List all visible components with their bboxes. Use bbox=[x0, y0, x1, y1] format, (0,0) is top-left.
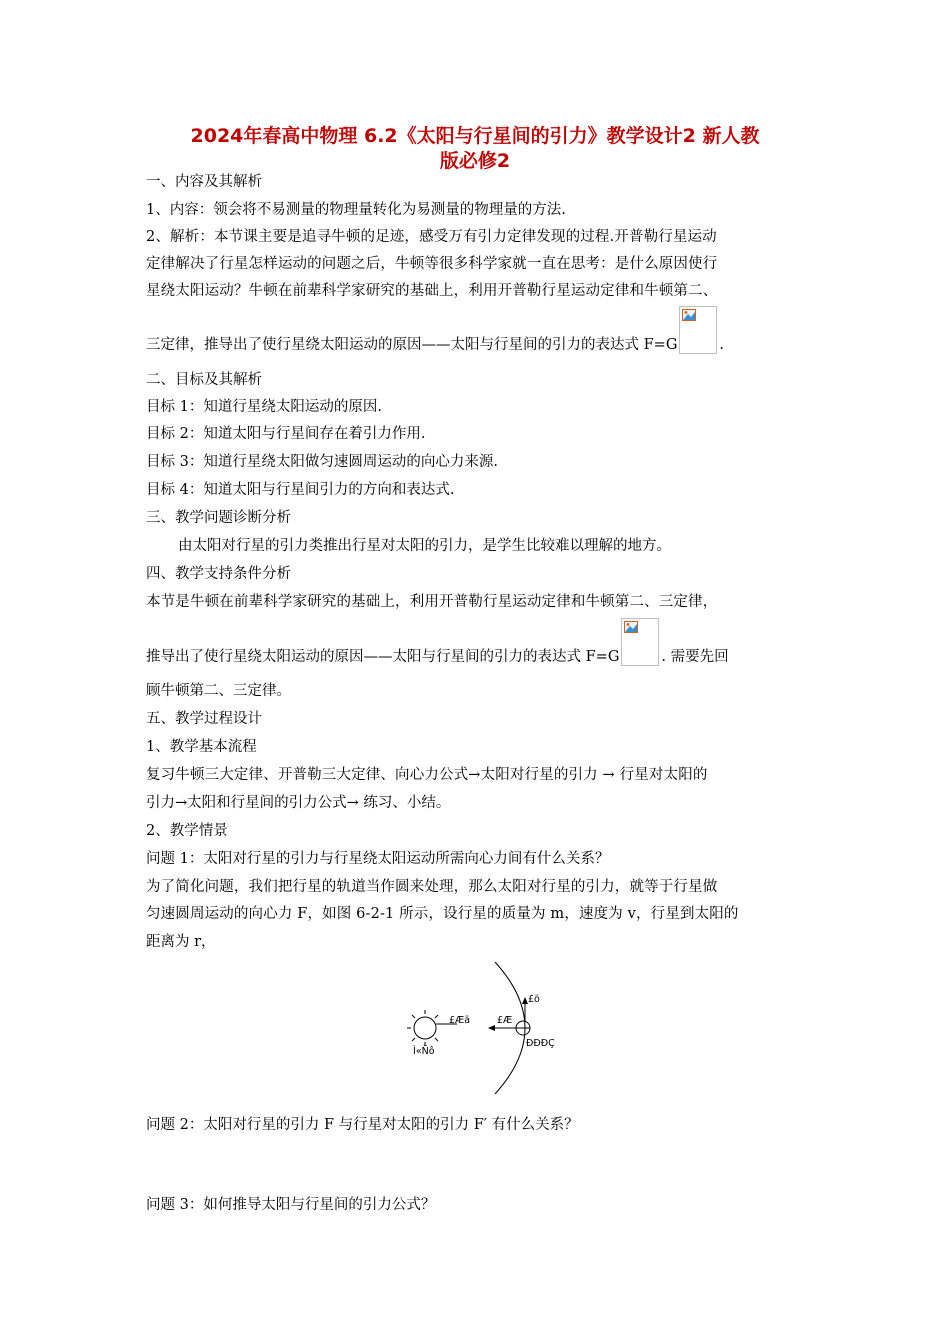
sun-icon bbox=[407, 1010, 438, 1046]
document-title bbox=[140, 124, 810, 174]
question-1: 问题 1：太阳对行星的引力与行星绕太阳运动所需向心力间有什么关系？ bbox=[146, 851, 610, 867]
goal-2: 目标 2：知道太阳与行星间存在着引力作用. bbox=[146, 426, 426, 442]
analysis-line-4-end: . bbox=[719, 337, 725, 353]
question-2: 问题 2：太阳对行星的引力 F 与行星对太阳的引力 F′ 有什么关系？ bbox=[146, 1117, 579, 1133]
label-force-on-planet: £Æ bbox=[497, 1015, 513, 1026]
subheading-flow: 1、教学基本流程 bbox=[146, 739, 257, 755]
analysis-line-1: 2、解析：本节课主要是追寻牛顿的足迹，感受万有引力定律发现的过程.开普勒行星运动 bbox=[146, 229, 717, 245]
analysis-line-3: 星绕太阳运动？牛顿在前辈科学家研究的基础上，利用开普勒行星运动定律和牛顿第二、 bbox=[146, 283, 718, 299]
section-heading-3: 三、教学问题诊断分析 bbox=[146, 510, 291, 526]
title-line-2: 版必修2 bbox=[439, 150, 511, 172]
question-1-text-1: 为了简化问题，我们把行星的轨道当作圆来处理，那么太阳对行星的引力，就等于行星做 bbox=[146, 879, 718, 895]
analysis-line-2: 定律解决了行星怎样运动的问题之后，牛顿等很多科学家就一直在思考：是什么原因使行 bbox=[146, 256, 718, 272]
flow-line-2: 引力→太阳和行星间的引力公式→ 练习、小结。 bbox=[146, 795, 451, 811]
label-planet: ÐÐÐÇ bbox=[526, 1038, 555, 1049]
support-line-2-text: 推导出了使行星绕太阳运动的原因——太阳与行星间的引力的表达式 F=G bbox=[146, 649, 620, 665]
label-sun: Ì«Ñô bbox=[413, 1046, 435, 1057]
formula-image-icon bbox=[621, 618, 659, 666]
label-velocity: £ö bbox=[528, 994, 540, 1005]
section-heading-5: 五、教学过程设计 bbox=[146, 711, 262, 727]
figure-drawing bbox=[395, 960, 565, 1096]
section-heading-1: 一、内容及其解析 bbox=[146, 174, 262, 190]
content-paragraph: 1、内容：领会将不易测量的物理量转化为易测量的物理量的方法. bbox=[146, 202, 566, 218]
formula-image-icon bbox=[679, 306, 717, 354]
section-heading-2: 二、目标及其解析 bbox=[146, 372, 262, 388]
analysis-line-4-text: 三定律，推导出了使行星绕太阳运动的原因——太阳与行星间的引力的表达式 F=G bbox=[146, 337, 678, 353]
support-line-2 bbox=[146, 618, 729, 666]
sun-planet-figure bbox=[395, 960, 565, 1096]
subheading-scenario: 2、教学情景 bbox=[146, 823, 228, 839]
title-line-1: 2024年春高中物理 6.2《太阳与行星间的引力》教学设计2 新人教 bbox=[190, 125, 760, 147]
goal-4: 目标 4：知道太阳与行星间引力的方向和表达式. bbox=[146, 482, 455, 498]
analysis-line-4 bbox=[146, 306, 724, 354]
goal-3: 目标 3：知道行星绕太阳做匀速圆周运动的向心力来源. bbox=[146, 454, 498, 470]
diagnosis-paragraph: 由太阳对行星的引力类推出行星对太阳的引力，是学生比较难以理解的地方。 bbox=[178, 538, 671, 554]
support-line-3: 顾牛顿第二、三定律。 bbox=[146, 683, 291, 699]
flow-line-1: 复习牛顿三大定律、开普勒三大定律、向心力公式→太阳对行星的引力 → 行星对太阳的 bbox=[146, 767, 708, 783]
goal-1: 目标 1：知道行星绕太阳运动的原因. bbox=[146, 399, 382, 415]
question-1-text-2: 匀速圆周运动的向心力 F，如图 6-2-1 所示，设行星的质量为 m，速度为 v，行星到太阳的 bbox=[146, 906, 739, 922]
label-force-on-sun: £Æä bbox=[449, 1015, 471, 1026]
support-line-1: 本节是牛顿在前辈科学家研究的基础上，利用开普勒行星运动定律和牛顿第二、三定律， bbox=[146, 594, 718, 610]
question-3: 问题 3：如何推导太阳与行星间的引力公式？ bbox=[146, 1197, 436, 1213]
support-line-2-end: . 需要先回 bbox=[661, 649, 729, 665]
section-heading-4: 四、教学支持条件分析 bbox=[146, 566, 291, 582]
question-1-text-3: 距离为 r， bbox=[146, 934, 216, 950]
